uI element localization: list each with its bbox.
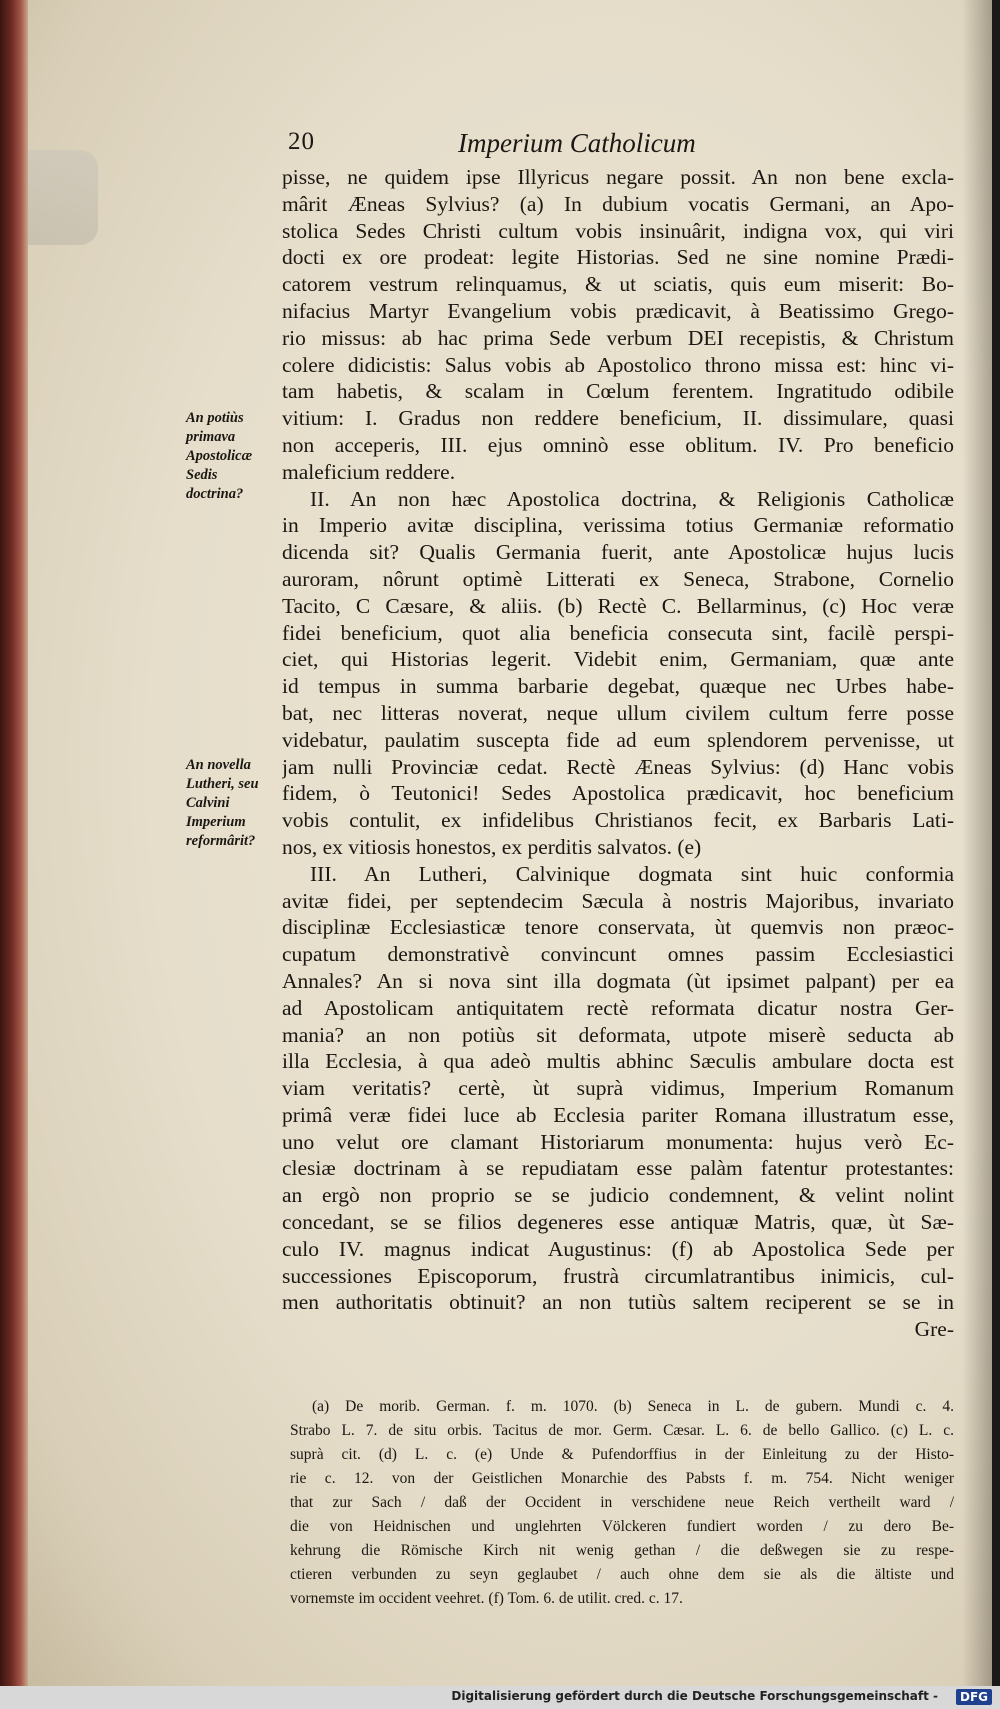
text-line: III. An Lutheri, Calvinique dogmata sint huic conformia [310,861,954,886]
footnote-line: Strabo L. 7. de situ orbis. Tacitus de mor. Germ. Cæsar. L. 6. de bello Gallico. (c) L. c. [290,1422,954,1439]
text-line: Tacito, C Cæsare, & aliis. (b) Rectè C. Bellarminus, (c) Hoc veræ [282,593,954,618]
footnote-line: kehrung die Römische Kirch nit wenig gethan / die deßwegen sie zu respe- [290,1542,954,1559]
footnotes [290,1395,954,1611]
text-line: avitæ fidei, per septendecim Sæcula à nostris Majoribus, invariato [282,888,954,913]
body-text [282,164,954,1343]
text-line: ad Apostolicam antiquitatem rectè reformata dicatur nostra Ger- [282,995,954,1020]
text-line: non acceperis, III. ejus omninò esse oblitum. IV. Pro beneficio [282,432,954,457]
footnote-line: (a) De morib. German. f. m. 1070. (b) Seneca in L. de gubern. Mundi c. 4. [312,1398,954,1415]
text-line: an ergò non proprio se se judicio condemnent, & velint nolint [282,1183,954,1208]
text-line: successiones Episcoporum, frustrà circumlatrantibus inimicis, cul- [282,1263,954,1288]
margin-note-2: An novella Lutheri, seu Calvini Imperium reformârit? [186,757,259,849]
book-page [28,0,992,1686]
text-line: concedant, se se filios degeneres esse antiquæ Matris, quæ, ùt Sæ- [282,1210,954,1235]
text-line: primâ veræ fidei luce ab Ecclesia pariter Romana illustratum esse, [282,1102,954,1127]
text-line: catorem vestrum relinquamus, & ut sciatis, quis eum miserit: Bo- [282,272,954,297]
text-line: clesiæ doctrinam à se repudiatam esse palàm fatentur protestantes: [282,1156,954,1181]
footnote-line: ctieren verbunden zu seyn geglaubet / auch ohne dem sie als die ältiste und [290,1566,954,1583]
text-line: docti ex ore prodeat: legite Historias. Sed ne sine nomine Prædi- [282,245,954,270]
page-clip-shadow [28,150,98,245]
text-line: stolica Sedes Christi cultum vobis insinuârit, indigna vox, qui viri [282,218,954,243]
dfg-logo: DFG [956,1689,992,1705]
footnote-line: die von Heidnischen und unglehrten Völckeren fundiert worden / zu dero Be- [290,1518,954,1535]
text-line: nos, ex vitiosis honestos, ex perditis salvatos. (e) [282,834,702,859]
text-line: ciet, qui Historias legerit. Videbit enim, Germaniam, quæ ante [282,647,954,672]
text-line: colere didicistis: Salus vobis ab Apostolico throno missa est: hinc vi- [282,352,954,377]
text-line: disciplinæ Ecclesiasticæ tenore conservata, ùt quemvis non præoc- [282,915,954,940]
running-head [288,128,888,162]
text-line: jam nulli Provinciæ cedat. Rectè Æneas Sylvius: (d) Hanc vobis [282,754,954,779]
text-line: auroram, nôrunt optimè Litterati ex Seneca, Strabone, Cornelio [282,566,954,591]
text-line: men authoritatis obtinuit? an non tutiùs saltem reciperent se se in [282,1290,954,1315]
text-line: rio missus: ab hac prima Sede verbum DEI recepistis, & Christum [282,325,954,350]
text-line: Gre- [914,1317,954,1342]
book-spine-edge [0,0,28,1709]
page-edge-shadow [962,0,992,1686]
text-line: uno velut ore clamant Historiarum monumenta: hujus verò Ec- [282,1129,954,1154]
text-line: II. An non hæc Apostolica doctrina, & Religionis Catholicæ [310,486,954,511]
text-line: mania? an non potiùs sit deformata, utpote miserè seducta ab [282,1022,954,1047]
page-number: 20 [288,128,315,155]
footer-bar [0,1686,1000,1709]
text-line: viam veritatis? certè, ùt suprà vidimus, Imperium Romanum [282,1076,954,1101]
footnote-line: that zur Sach / daß der Occident in verschidene neue Reich vertheilt ward / [290,1494,954,1511]
text-line: mârit Æneas Sylvius? (a) In dubium vocatis Germani, an Apo- [282,191,954,216]
text-line: illa Ecclesia, à qua adeò multis abhinc Sæculis ambulare docta est [282,1049,954,1074]
text-line: videbatur, paulatim suscepta fide ad eum splendorem pervenisse, ut [282,727,954,752]
running-title: Imperium Catholicum [458,128,696,158]
margin-note-1: An potiùs primava Apostolicæ Sedis doctrina? [186,410,253,502]
text-line: culo IV. magnus indicat Augustinus: (f) ab Apostolica Sede per [282,1236,954,1261]
footnote-line: rie c. 12. von der Geistlichen Monarchie des Pabsts f. m. 754. Nicht weniger [290,1470,954,1487]
text-line: cupatum demonstrativè convincunt omnes passim Ecclesiastici [282,942,954,967]
text-line: nifacius Martyr Evangelium vobis prædicavit, à Beatissimo Grego- [282,298,954,323]
text-line: maleficium reddere. [282,459,456,484]
text-line: vobis contulit, ex infidelibus Christianos fecit, ex Barbaris Lati- [282,808,954,833]
text-line: dicenda sit? Qualis Germania fuerit, ante Apostolicæ hujus lucis [282,540,954,565]
text-line: bat, nec litteras noverat, neque ullum civilem cultum ferre posse [282,700,954,725]
text-line: tam habetis, & scalam in Cœlum ferentem. Ingratitudo odibile [282,379,954,404]
footnote-line: vornemste im occident veehret. (f) Tom. 6. de utilit. cred. c. 17. [290,1590,683,1607]
footnote-line: suprà cit. (d) L. c. (e) Unde & Pufendorffius in der Einleitung zu der Histo- [290,1446,954,1463]
text-line: fidei beneficium, quot alia beneficia consecuta sint, facilè perspi- [282,620,954,645]
footer-credit: Digitalisierung gefördert durch die Deutsche Forschungsgemeinschaft - [451,1689,938,1703]
text-line: id tempus in summa barbarie degebat, quæque nec Urbes habe- [282,674,954,699]
text-line: in Imperio avitæ disciplina, verissima totius Germaniæ reformatio [282,513,954,538]
text-line: vitium: I. Gradus non reddere beneficium, II. dissimulare, quasi [282,406,954,431]
text-line: fidem, ò Teutonici! Sedes Apostolica prædicavit, hoc beneficium [282,781,954,806]
text-line: Annales? An si nova sint illa dogmata (ùt ipsimet palpant) per ea [282,968,954,993]
text-line: pisse, ne quidem ipse Illyricus negare possit. An non bene excla- [282,165,954,189]
